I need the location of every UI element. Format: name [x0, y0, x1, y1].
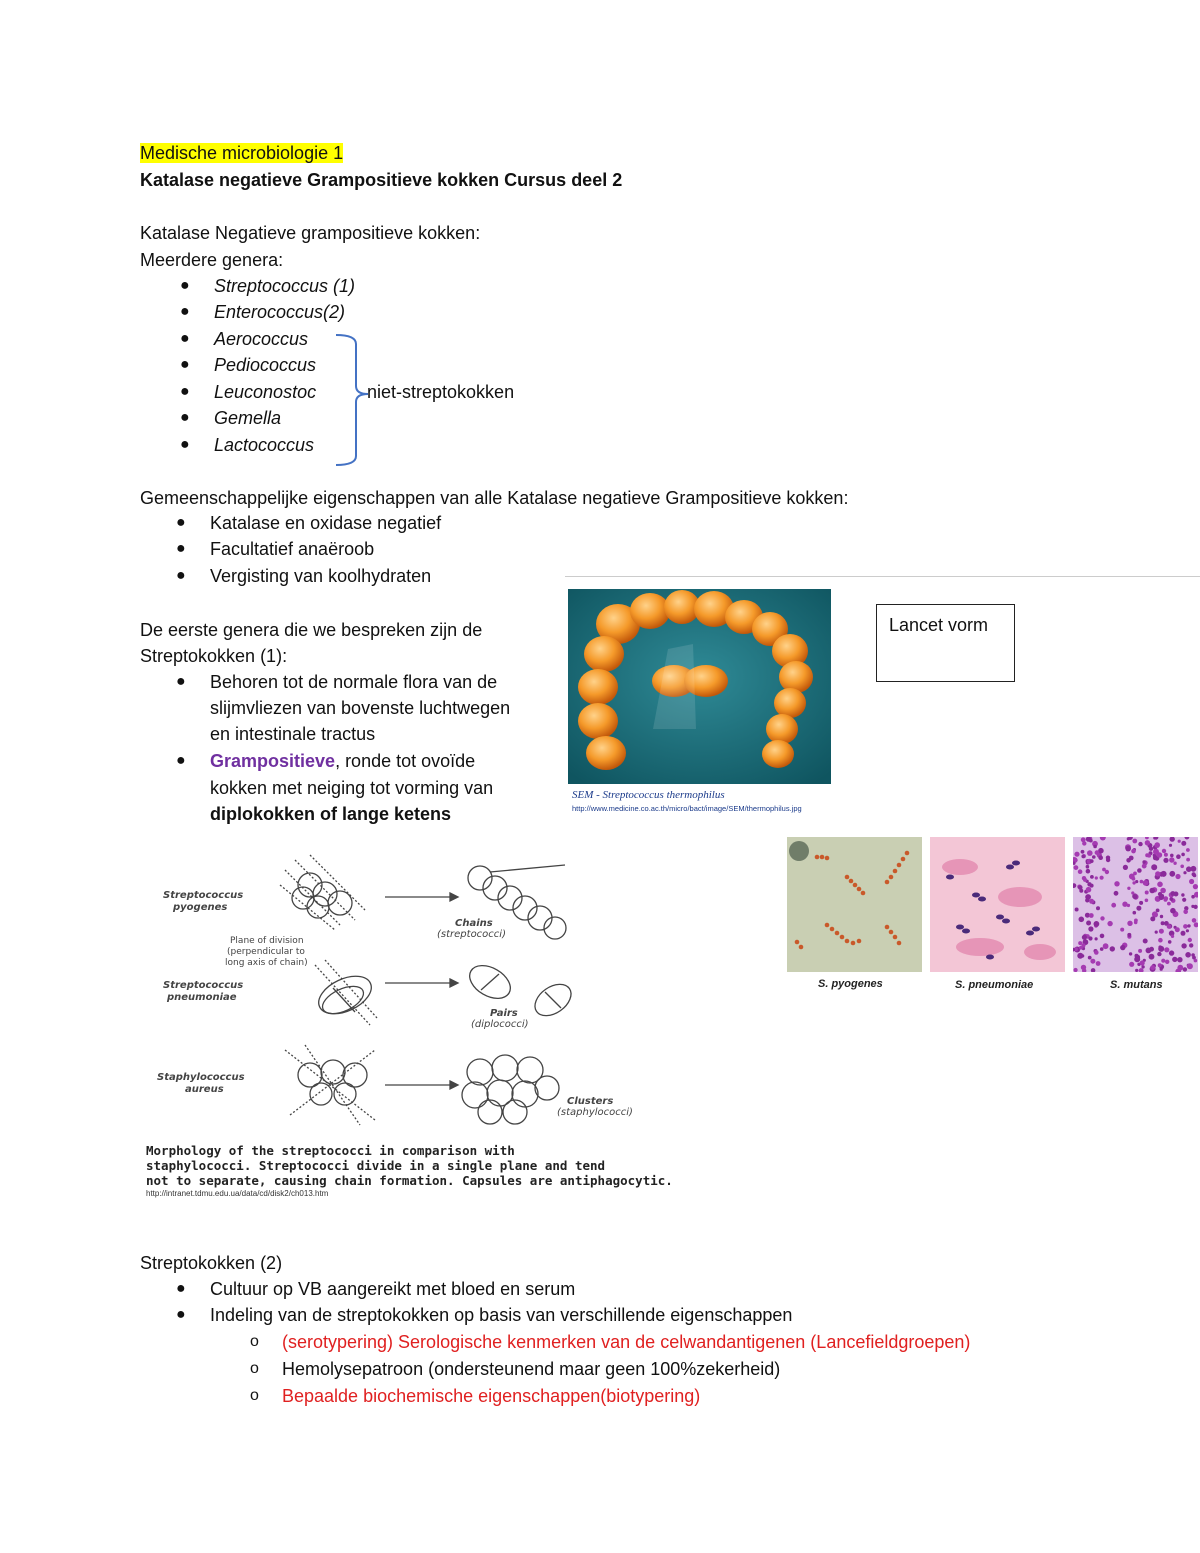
circle-bullet-icon: o [250, 1333, 259, 1350]
bullet-icon: ● [176, 673, 186, 690]
list-item: ● Enterococcus(2) [180, 302, 346, 322]
list-item: ● Gemella [180, 408, 282, 428]
sem-image [568, 589, 831, 784]
bullet-icon: ● [180, 356, 190, 373]
document-subtitle: Katalase negatieve Grampositieve kokken Cursus deel 2 [140, 170, 623, 190]
bullet-icon: ● [176, 1306, 186, 1323]
bullet-icon: ● [176, 1280, 186, 1297]
sem-url: http://www.medicine.co.ac.th/micro/bact/image/SEM/thermophilus.jpg [572, 804, 802, 813]
curly-bracket-icon [332, 330, 372, 470]
genera-label: Meerdere genera: [140, 250, 284, 270]
sub-list-item: o Bepaalde biochemische eigenschappen(biotypering) [250, 1386, 701, 1406]
list-item-cont: kokken met neiging tot vorming van [210, 778, 494, 798]
micro-caption-pyogenes: S. pyogenes [818, 978, 883, 990]
lancet-label: Lancet vorm [889, 615, 989, 635]
label-pyogenes-l1: Streptococcus [163, 890, 244, 901]
bracket-label: niet-streptokokken [367, 382, 515, 402]
circle-bullet-icon: o [250, 1360, 259, 1377]
micro-caption-pneumoniae: S. pneumoniae [955, 979, 1034, 991]
bullet-icon: ● [180, 383, 190, 400]
bullet-icon: ● [180, 409, 190, 426]
diagram-caption-l3: not to separate, causing chain formation. Capsules are antiphagocytic. [146, 1173, 673, 1188]
list-item-cont: diplokokken of lange ketens [210, 804, 452, 824]
micro-caption-mutans: S. mutans [1110, 979, 1163, 991]
list-item: ● Katalase en oxidase negatief [176, 513, 442, 533]
label-clusters-l2: (staphylococci) [557, 1107, 633, 1118]
list-item: ● Streptococcus (1) [180, 276, 356, 296]
bullet-icon: ● [180, 277, 190, 294]
micro-image-pneumoniae [930, 837, 1065, 972]
micro-image-pyogenes [787, 837, 922, 972]
strep1-heading-line2: Streptokokken (1): [140, 646, 288, 666]
label-aureus-l1: Staphylococcus [157, 1072, 245, 1083]
list-item-cont: en intestinale tractus [210, 724, 376, 744]
label-pyogenes-l2: pyogenes [173, 902, 228, 913]
label-pairs-l1: Pairs [490, 1008, 518, 1019]
label-chains-l1: Chains [455, 918, 493, 929]
list-item: ● Behoren tot de normale flora van de [176, 672, 498, 692]
bullet-icon: ● [180, 436, 190, 453]
micro-image-mutans [1073, 837, 1198, 972]
sem-caption: SEM - Streptococcus thermophilus [572, 789, 725, 801]
diagram-caption-l2: staphylococci. Streptococci divide in a single plane and tend [146, 1158, 606, 1173]
list-item: ● Aerococcus [180, 329, 309, 349]
bullet-icon: ● [180, 330, 190, 347]
list-item: ● Grampositieve, ronde tot ovoïde [176, 751, 476, 771]
sub-list-item: o (serotypering) Serologische kenmerken van de celwandantigenen (Lancefieldgroepen) [250, 1332, 971, 1352]
label-plane-l2: (perpendicular to [227, 947, 305, 957]
list-item: ● Indeling van de streptokokken op basis van verschillende eigenschappen [176, 1305, 793, 1325]
bullet-icon: ● [180, 303, 190, 320]
label-pairs-l2: (diplococci) [471, 1019, 529, 1030]
label-chains-l2: (streptococci) [437, 929, 506, 940]
morphology-diagram [145, 850, 645, 1130]
bullet-icon: ● [176, 540, 186, 557]
list-item: ● Pediococcus [180, 355, 317, 375]
list-item-cont: slijmvliezen van bovenste luchtwegen [210, 698, 511, 718]
label-plane-l1: Plane of division [230, 936, 304, 946]
lancet-box [876, 604, 1015, 682]
list-item: ● Leuconostoc [180, 382, 317, 402]
list-item: ● Vergisting van koolhydraten [176, 566, 432, 586]
label-pneumoniae-l2: pneumoniae [167, 992, 237, 1003]
diagram-url: http://intranet.tdmu.edu.ua/data/cd/disk2/ch013.htm [146, 1189, 329, 1198]
circle-bullet-icon: o [250, 1387, 259, 1404]
bullet-icon: ● [176, 752, 186, 769]
bullet-icon: ● [176, 514, 186, 531]
label-pneumoniae-l1: Streptococcus [163, 980, 244, 991]
common-heading: Gemeenschappelijke eigenschappen van alle Katalase negatieve Grampositieve kokken: [140, 488, 849, 508]
strep1-heading-line1: De eerste genera die we bespreken zijn de [140, 620, 483, 640]
intro-heading: Katalase Negatieve grampositieve kokken: [140, 223, 481, 243]
list-item: ● Cultuur op VB aangereikt met bloed en serum [176, 1279, 576, 1299]
course-title: Medische microbiologie 1 [140, 143, 344, 163]
label-aureus-l2: aureus [185, 1084, 224, 1095]
label-plane-l3: long axis of chain) [225, 958, 308, 968]
sub-list-item: o Hemolysepatroon (ondersteunend maar geen 100%zekerheid) [250, 1359, 781, 1379]
list-item: ● Lactococcus [180, 435, 315, 455]
divider [565, 576, 1200, 577]
diagram-caption-l1: Morphology of the streptococci in comparison with [146, 1143, 515, 1158]
bullet-icon: ● [176, 567, 186, 584]
list-item: ● Facultatief anaëroob [176, 539, 375, 559]
strep2-heading: Streptokokken (2) [140, 1253, 283, 1273]
label-clusters-l1: Clusters [567, 1096, 614, 1107]
